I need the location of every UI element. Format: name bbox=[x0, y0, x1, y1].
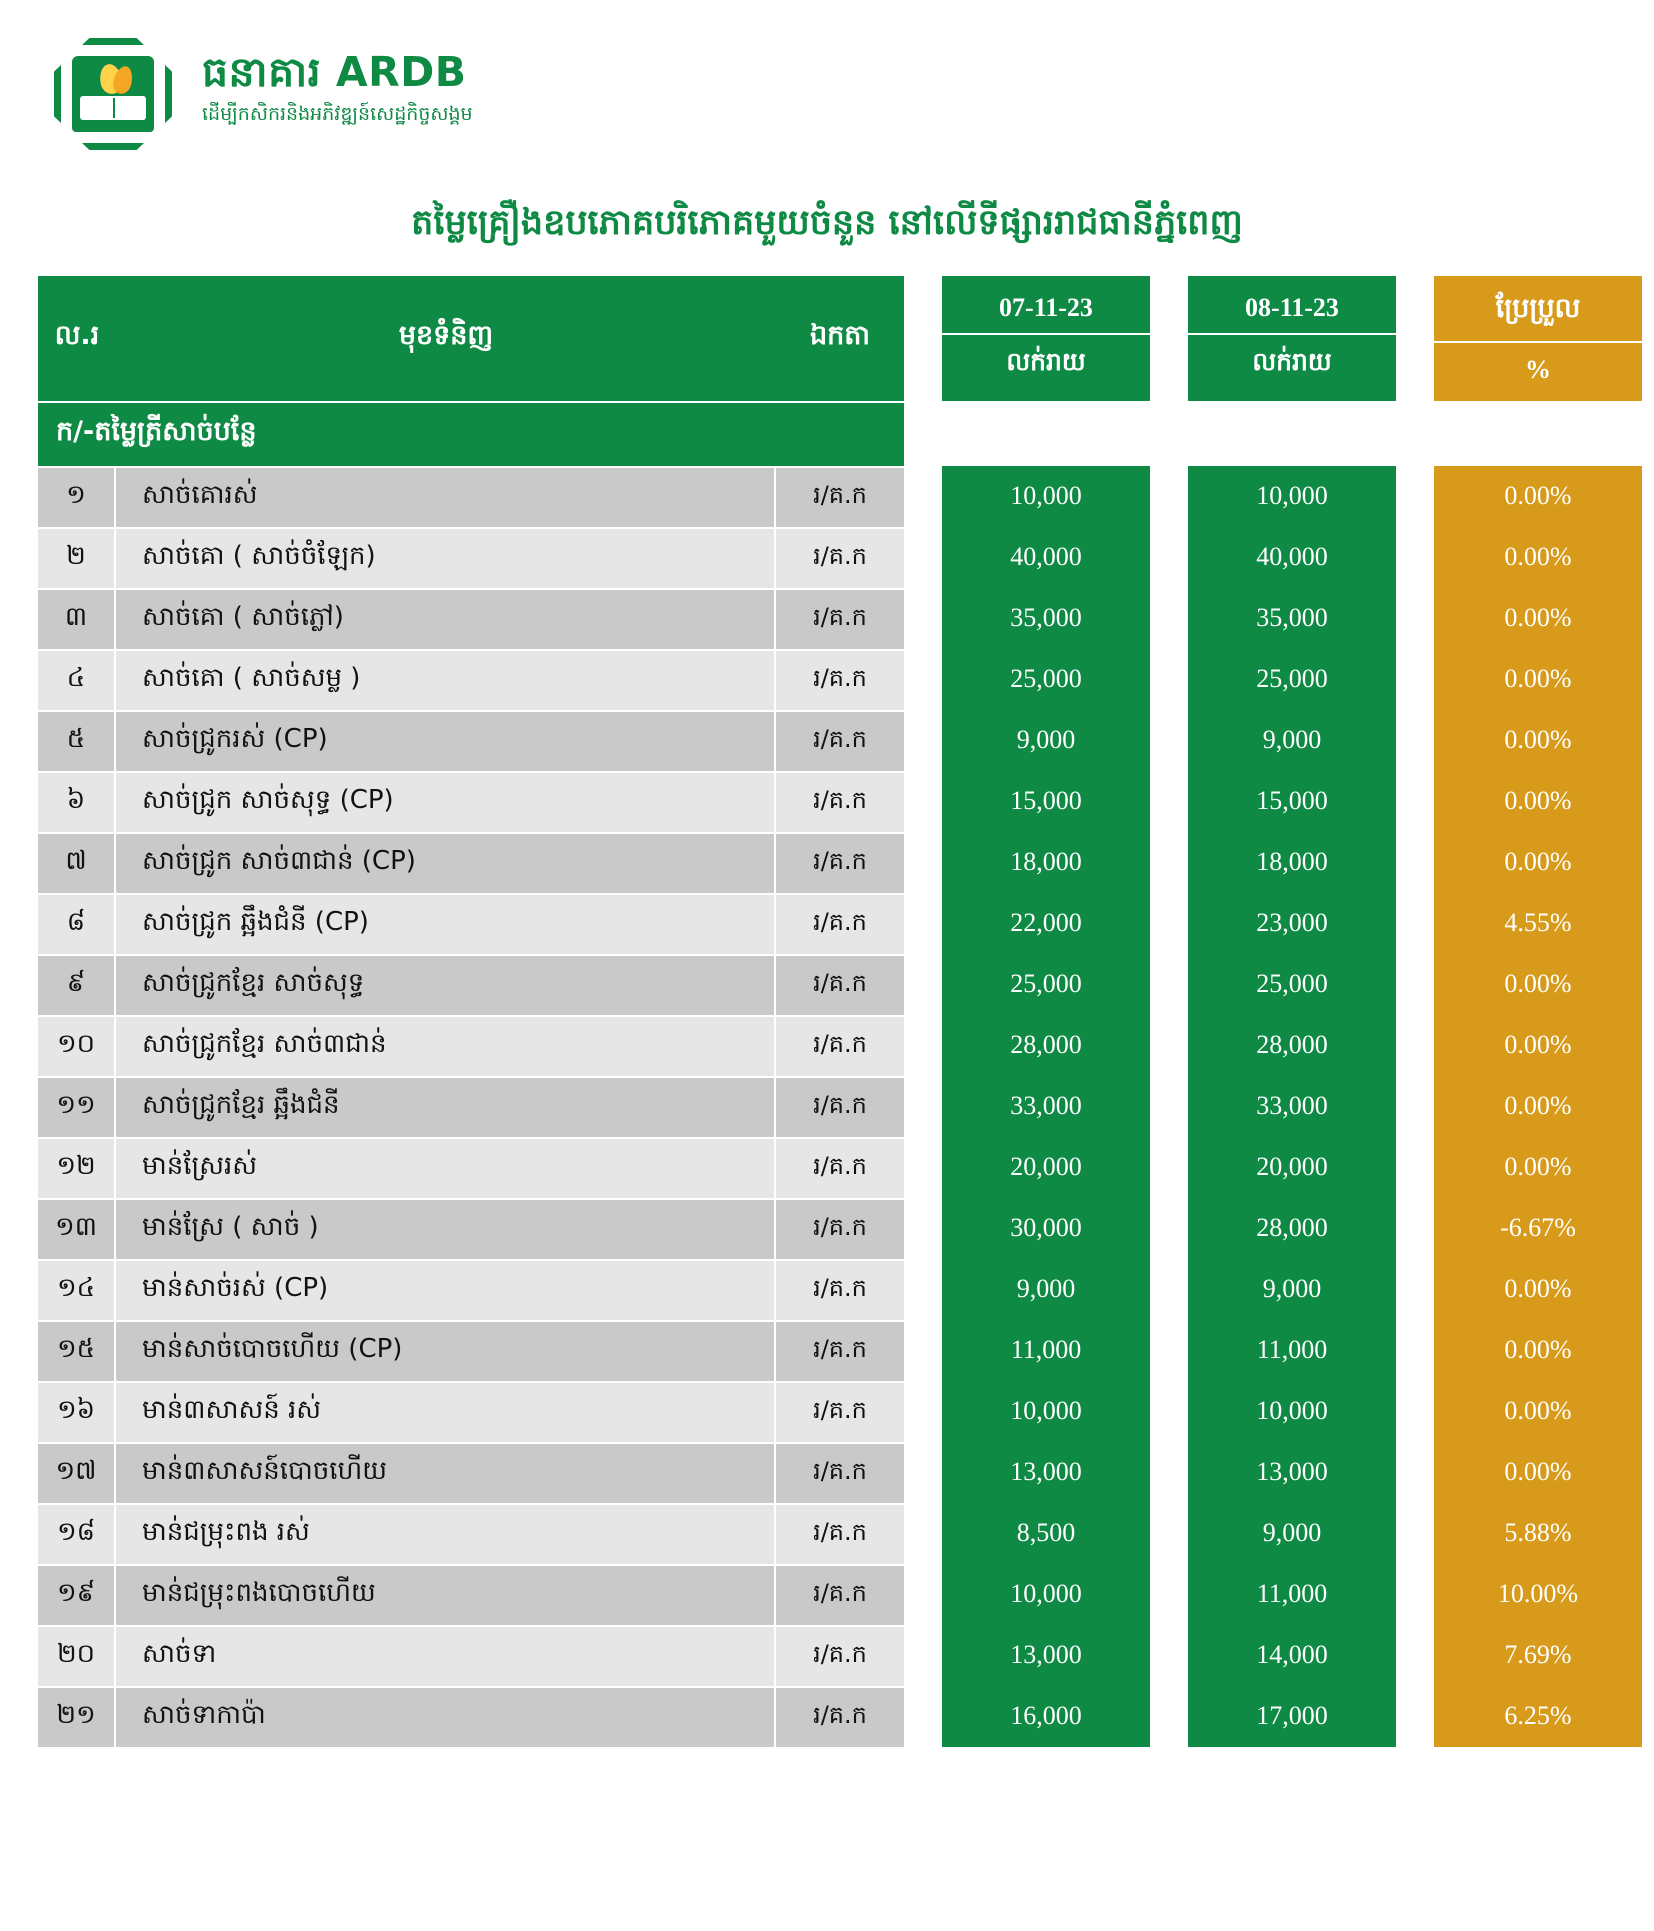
page-header bbox=[0, 0, 1654, 160]
spacer bbox=[1150, 893, 1188, 954]
cell-price-date2: 40,000 bbox=[1188, 527, 1396, 588]
spacer bbox=[904, 832, 942, 893]
spacer bbox=[904, 1198, 942, 1259]
cell-unit: រ/គ.ក bbox=[776, 1381, 904, 1442]
col-header-unit: ឯកតា bbox=[776, 276, 904, 401]
cell-price-date1: 16,000 bbox=[942, 1686, 1150, 1747]
brand-text-block bbox=[188, 28, 473, 126]
spacer bbox=[1396, 893, 1434, 954]
cell-no: ១១ bbox=[38, 1076, 116, 1137]
section-label: ក/-តម្លៃត្រីសាច់បន្លែ bbox=[38, 401, 904, 466]
table-row bbox=[38, 1259, 1642, 1320]
spacer bbox=[904, 771, 942, 832]
cell-item: មាន់ស្រែ ( សាច់ ) bbox=[116, 1198, 776, 1259]
cell-price-date2: 20,000 bbox=[1188, 1137, 1396, 1198]
spacer bbox=[1396, 1076, 1434, 1137]
table-head bbox=[38, 276, 1642, 401]
spacer bbox=[1396, 1137, 1434, 1198]
cell-change-pct: 0.00% bbox=[1434, 527, 1642, 588]
cell-change-pct: 0.00% bbox=[1434, 649, 1642, 710]
cell-price-date1: 18,000 bbox=[942, 832, 1150, 893]
cell-item: សាច់គោ ( សាច់ភ្លៅ) bbox=[116, 588, 776, 649]
spacer bbox=[1396, 1320, 1434, 1381]
spacer bbox=[904, 1137, 942, 1198]
cell-unit: រ/គ.ក bbox=[776, 527, 904, 588]
logo-book-icon bbox=[80, 96, 146, 120]
spacer bbox=[1150, 1503, 1188, 1564]
cell-no: ១៣ bbox=[38, 1198, 116, 1259]
spacer bbox=[1150, 401, 1188, 466]
spacer bbox=[1150, 466, 1188, 527]
col-header-date1-label: លក់រាយ bbox=[1006, 347, 1086, 377]
cell-item: មាន់៣សាសន៍ រស់ bbox=[116, 1381, 776, 1442]
spacer bbox=[1396, 1625, 1434, 1686]
spacer bbox=[904, 649, 942, 710]
spacer bbox=[1396, 276, 1434, 401]
spacer bbox=[1396, 832, 1434, 893]
spacer bbox=[904, 1503, 942, 1564]
table-row bbox=[38, 832, 1642, 893]
spacer bbox=[1396, 1686, 1434, 1747]
cell-price-date1: 33,000 bbox=[942, 1076, 1150, 1137]
cell-unit: រ/គ.ក bbox=[776, 893, 904, 954]
spacer bbox=[1150, 1137, 1188, 1198]
table-row bbox=[38, 527, 1642, 588]
col-header-change-unit: % bbox=[1525, 354, 1551, 384]
table-row bbox=[38, 1442, 1642, 1503]
spacer bbox=[1396, 466, 1434, 527]
cell-unit: រ/គ.ក bbox=[776, 1503, 904, 1564]
cell-price-date2: 9,000 bbox=[1188, 1259, 1396, 1320]
cell-item: មាន់ជម្រុះពង រស់ bbox=[116, 1503, 776, 1564]
table-row bbox=[38, 1015, 1642, 1076]
cell-item: សាច់ជ្រូកខ្មែរ ឆ្អឹងជំនី bbox=[116, 1076, 776, 1137]
cell-change-pct: 4.55% bbox=[1434, 893, 1642, 954]
cell-item: មាន់ជម្រុះពងបោចហើយ bbox=[116, 1564, 776, 1625]
table-header-row bbox=[38, 276, 1642, 401]
cell-price-date2: 23,000 bbox=[1188, 893, 1396, 954]
spacer bbox=[1150, 1564, 1188, 1625]
cell-item: សាច់ទាកាប៉ា bbox=[116, 1686, 776, 1747]
spacer bbox=[1396, 1564, 1434, 1625]
spacer bbox=[904, 1442, 942, 1503]
price-table bbox=[38, 276, 1642, 1747]
cell-change-pct: 0.00% bbox=[1434, 771, 1642, 832]
spacer bbox=[904, 588, 942, 649]
cell-no: ១៧ bbox=[38, 1442, 116, 1503]
spacer bbox=[1150, 1076, 1188, 1137]
cell-no: ៧ bbox=[38, 832, 116, 893]
spacer bbox=[1150, 1259, 1188, 1320]
cell-price-date2: 11,000 bbox=[1188, 1320, 1396, 1381]
cell-unit: រ/គ.ក bbox=[776, 1442, 904, 1503]
cell-price-date2: 25,000 bbox=[1188, 649, 1396, 710]
cell-item: មាន់សាច់បោចហើយ (CP) bbox=[116, 1320, 776, 1381]
spacer bbox=[1150, 954, 1188, 1015]
cell-no: ១០ bbox=[38, 1015, 116, 1076]
cell-no: ១ bbox=[38, 466, 116, 527]
bank-tagline: ដើម្បីកសិករនិងអភិវឌ្ឍន៍សេដ្ឋកិច្ចសង្គម bbox=[202, 103, 473, 126]
spacer bbox=[1396, 1259, 1434, 1320]
cell-change-pct: 5.88% bbox=[1434, 1503, 1642, 1564]
cell-item: សាច់ជ្រូកខ្មែរ សាច់សុទ្ធ bbox=[116, 954, 776, 1015]
spacer bbox=[904, 954, 942, 1015]
cell-no: ២១ bbox=[38, 1686, 116, 1747]
table-row bbox=[38, 588, 1642, 649]
spacer bbox=[1150, 832, 1188, 893]
spacer bbox=[904, 527, 942, 588]
spacer bbox=[1150, 1320, 1188, 1381]
spacer bbox=[1188, 401, 1396, 466]
spacer bbox=[1150, 276, 1188, 401]
spacer bbox=[1150, 588, 1188, 649]
spacer bbox=[1396, 771, 1434, 832]
cell-no: ២០ bbox=[38, 1625, 116, 1686]
cell-unit: រ/គ.ក bbox=[776, 1259, 904, 1320]
col-header-date2-label: លក់រាយ bbox=[1252, 347, 1332, 377]
table-row bbox=[38, 893, 1642, 954]
cell-no: ៥ bbox=[38, 710, 116, 771]
spacer bbox=[1150, 1625, 1188, 1686]
cell-item: សាច់ជ្រូក សាច់សុទ្ធ (CP) bbox=[116, 771, 776, 832]
table-row bbox=[38, 1503, 1642, 1564]
cell-unit: រ/គ.ក bbox=[776, 710, 904, 771]
cell-change-pct: 0.00% bbox=[1434, 588, 1642, 649]
table-row bbox=[38, 649, 1642, 710]
col-header-change bbox=[1434, 276, 1642, 401]
table-row bbox=[38, 954, 1642, 1015]
cell-price-date2: 10,000 bbox=[1188, 1381, 1396, 1442]
cell-price-date1: 9,000 bbox=[942, 710, 1150, 771]
table-row bbox=[38, 1686, 1642, 1747]
cell-price-date2: 33,000 bbox=[1188, 1076, 1396, 1137]
cell-price-date1: 22,000 bbox=[942, 893, 1150, 954]
cell-change-pct: 0.00% bbox=[1434, 1015, 1642, 1076]
cell-unit: រ/គ.ក bbox=[776, 832, 904, 893]
cell-price-date1: 13,000 bbox=[942, 1625, 1150, 1686]
col-header-date2-date: 08-11-23 bbox=[1188, 277, 1396, 335]
cell-change-pct: 7.69% bbox=[1434, 1625, 1642, 1686]
spacer bbox=[904, 1625, 942, 1686]
table-row bbox=[38, 1137, 1642, 1198]
ardb-logo-icon bbox=[38, 28, 188, 153]
spacer bbox=[1434, 401, 1642, 466]
cell-no: ១៩ bbox=[38, 1564, 116, 1625]
table-row bbox=[38, 1564, 1642, 1625]
col-header-date1-date: 07-11-23 bbox=[942, 277, 1150, 335]
cell-unit: រ/គ.ក bbox=[776, 1320, 904, 1381]
cell-item: សាច់ទា bbox=[116, 1625, 776, 1686]
spacer bbox=[904, 1015, 942, 1076]
cell-item: មាន់សាច់រស់ (CP) bbox=[116, 1259, 776, 1320]
spacer bbox=[1150, 649, 1188, 710]
cell-price-date1: 40,000 bbox=[942, 527, 1150, 588]
cell-no: ២ bbox=[38, 527, 116, 588]
cell-price-date1: 10,000 bbox=[942, 1381, 1150, 1442]
cell-price-date2: 11,000 bbox=[1188, 1564, 1396, 1625]
spacer bbox=[904, 1564, 942, 1625]
cell-price-date1: 9,000 bbox=[942, 1259, 1150, 1320]
cell-unit: រ/គ.ក bbox=[776, 1076, 904, 1137]
col-header-item: មុខទំនិញ bbox=[116, 276, 776, 401]
cell-unit: រ/គ.ក bbox=[776, 466, 904, 527]
spacer bbox=[1396, 1198, 1434, 1259]
spacer bbox=[1150, 710, 1188, 771]
cell-price-date2: 13,000 bbox=[1188, 1442, 1396, 1503]
col-header-date2 bbox=[1188, 276, 1396, 401]
cell-item: សាច់គោរស់ bbox=[116, 466, 776, 527]
spacer bbox=[942, 401, 1150, 466]
cell-unit: រ/គ.ក bbox=[776, 649, 904, 710]
table-body bbox=[38, 401, 1642, 1747]
cell-change-pct: 0.00% bbox=[1434, 1320, 1642, 1381]
bank-name: ធនាគារ ARDB bbox=[202, 48, 467, 96]
cell-item: មាន់៣សាសន៍បោចហើយ bbox=[116, 1442, 776, 1503]
cell-price-date1: 30,000 bbox=[942, 1198, 1150, 1259]
cell-no: ៤ bbox=[38, 649, 116, 710]
cell-change-pct: 0.00% bbox=[1434, 954, 1642, 1015]
cell-price-date2: 9,000 bbox=[1188, 710, 1396, 771]
cell-unit: រ/គ.ក bbox=[776, 1137, 904, 1198]
table-row bbox=[38, 1076, 1642, 1137]
cell-no: ១២ bbox=[38, 1137, 116, 1198]
spacer bbox=[904, 893, 942, 954]
spacer bbox=[1396, 401, 1434, 466]
spacer bbox=[1150, 1381, 1188, 1442]
table-row bbox=[38, 1320, 1642, 1381]
cell-price-date2: 18,000 bbox=[1188, 832, 1396, 893]
spacer bbox=[904, 1259, 942, 1320]
cell-price-date2: 25,000 bbox=[1188, 954, 1396, 1015]
col-header-date1 bbox=[942, 276, 1150, 401]
cell-price-date2: 28,000 bbox=[1188, 1198, 1396, 1259]
table-row bbox=[38, 710, 1642, 771]
cell-price-date1: 28,000 bbox=[942, 1015, 1150, 1076]
cell-change-pct: 6.25% bbox=[1434, 1686, 1642, 1747]
cell-price-date2: 9,000 bbox=[1188, 1503, 1396, 1564]
spacer bbox=[1396, 588, 1434, 649]
spacer bbox=[1396, 1381, 1434, 1442]
spacer bbox=[1150, 1015, 1188, 1076]
cell-unit: រ/គ.ក bbox=[776, 1198, 904, 1259]
spacer bbox=[904, 1381, 942, 1442]
cell-price-date1: 13,000 bbox=[942, 1442, 1150, 1503]
cell-price-date1: 25,000 bbox=[942, 649, 1150, 710]
spacer bbox=[1396, 527, 1434, 588]
cell-change-pct: 0.00% bbox=[1434, 1442, 1642, 1503]
cell-unit: រ/គ.ក bbox=[776, 1015, 904, 1076]
cell-item: សាច់ជ្រូក ឆ្អឹងជំនី (CP) bbox=[116, 893, 776, 954]
table-row bbox=[38, 466, 1642, 527]
cell-item: សាច់ជ្រូកខ្មែរ សាច់៣ជាន់ bbox=[116, 1015, 776, 1076]
cell-change-pct: 0.00% bbox=[1434, 710, 1642, 771]
cell-item: មាន់ស្រែរស់ bbox=[116, 1137, 776, 1198]
cell-price-date2: 28,000 bbox=[1188, 1015, 1396, 1076]
spacer bbox=[1396, 710, 1434, 771]
cell-change-pct: 0.00% bbox=[1434, 1076, 1642, 1137]
spacer bbox=[1150, 1442, 1188, 1503]
cell-price-date1: 10,000 bbox=[942, 1564, 1150, 1625]
spacer bbox=[1150, 771, 1188, 832]
cell-change-pct: 0.00% bbox=[1434, 1381, 1642, 1442]
cell-price-date1: 8,500 bbox=[942, 1503, 1150, 1564]
cell-price-date1: 35,000 bbox=[942, 588, 1150, 649]
cell-change-pct: 0.00% bbox=[1434, 466, 1642, 527]
cell-price-date2: 17,000 bbox=[1188, 1686, 1396, 1747]
spacer bbox=[1396, 649, 1434, 710]
spacer bbox=[1150, 1686, 1188, 1747]
cell-price-date2: 35,000 bbox=[1188, 588, 1396, 649]
spacer bbox=[1396, 954, 1434, 1015]
table-row bbox=[38, 1625, 1642, 1686]
cell-item: សាច់ជ្រូករស់ (CP) bbox=[116, 710, 776, 771]
spacer bbox=[1150, 527, 1188, 588]
cell-no: ៣ bbox=[38, 588, 116, 649]
spacer bbox=[904, 1076, 942, 1137]
cell-change-pct: 0.00% bbox=[1434, 1259, 1642, 1320]
cell-price-date2: 15,000 bbox=[1188, 771, 1396, 832]
cell-item: សាច់គោ ( សាច់សម្ល ) bbox=[116, 649, 776, 710]
table-row bbox=[38, 1198, 1642, 1259]
cell-item: សាច់គោ ( សាច់ចំឡែក) bbox=[116, 527, 776, 588]
spacer bbox=[904, 466, 942, 527]
cell-unit: រ/គ.ក bbox=[776, 954, 904, 1015]
page-title: តម្លៃគ្រឿងឧបភោគបរិភោគមួយចំនួន នៅលើទីផ្សាររាជធានីភ្នំពេញ bbox=[411, 203, 1243, 243]
cell-no: ៨ bbox=[38, 893, 116, 954]
cell-price-date2: 10,000 bbox=[1188, 466, 1396, 527]
cell-unit: រ/គ.ក bbox=[776, 1686, 904, 1747]
cell-price-date1: 11,000 bbox=[942, 1320, 1150, 1381]
table-row bbox=[38, 771, 1642, 832]
spacer bbox=[904, 276, 942, 401]
cell-price-date1: 20,000 bbox=[942, 1137, 1150, 1198]
cell-no: ១៤ bbox=[38, 1259, 116, 1320]
spacer bbox=[904, 710, 942, 771]
cell-unit: រ/គ.ក bbox=[776, 1625, 904, 1686]
cell-change-pct: 0.00% bbox=[1434, 832, 1642, 893]
cell-no: ១៨ bbox=[38, 1503, 116, 1564]
col-header-no: ល.រ bbox=[38, 276, 116, 401]
cell-price-date1: 10,000 bbox=[942, 466, 1150, 527]
cell-change-pct: 0.00% bbox=[1434, 1137, 1642, 1198]
price-table-container bbox=[0, 276, 1654, 1747]
cell-no: ៦ bbox=[38, 771, 116, 832]
spacer bbox=[1396, 1442, 1434, 1503]
spacer bbox=[904, 1686, 942, 1747]
cell-unit: រ/គ.ក bbox=[776, 588, 904, 649]
cell-no: ១៦ bbox=[38, 1381, 116, 1442]
spacer bbox=[1150, 1198, 1188, 1259]
section-row bbox=[38, 401, 1642, 466]
cell-change-pct: 10.00% bbox=[1434, 1564, 1642, 1625]
cell-unit: រ/គ.ក bbox=[776, 1564, 904, 1625]
cell-change-pct: -6.67% bbox=[1434, 1198, 1642, 1259]
cell-no: ៩ bbox=[38, 954, 116, 1015]
cell-unit: រ/គ.ក bbox=[776, 771, 904, 832]
spacer bbox=[904, 401, 942, 466]
spacer bbox=[904, 1320, 942, 1381]
cell-price-date2: 14,000 bbox=[1188, 1625, 1396, 1686]
cell-price-date1: 25,000 bbox=[942, 954, 1150, 1015]
table-row bbox=[38, 1381, 1642, 1442]
spacer bbox=[1396, 1503, 1434, 1564]
cell-price-date1: 15,000 bbox=[942, 771, 1150, 832]
cell-item: សាច់ជ្រូក សាច់៣ជាន់ (CP) bbox=[116, 832, 776, 893]
spacer bbox=[1396, 1015, 1434, 1076]
cell-no: ១៥ bbox=[38, 1320, 116, 1381]
col-header-change-label: ប្រែប្រួល bbox=[1434, 276, 1642, 343]
